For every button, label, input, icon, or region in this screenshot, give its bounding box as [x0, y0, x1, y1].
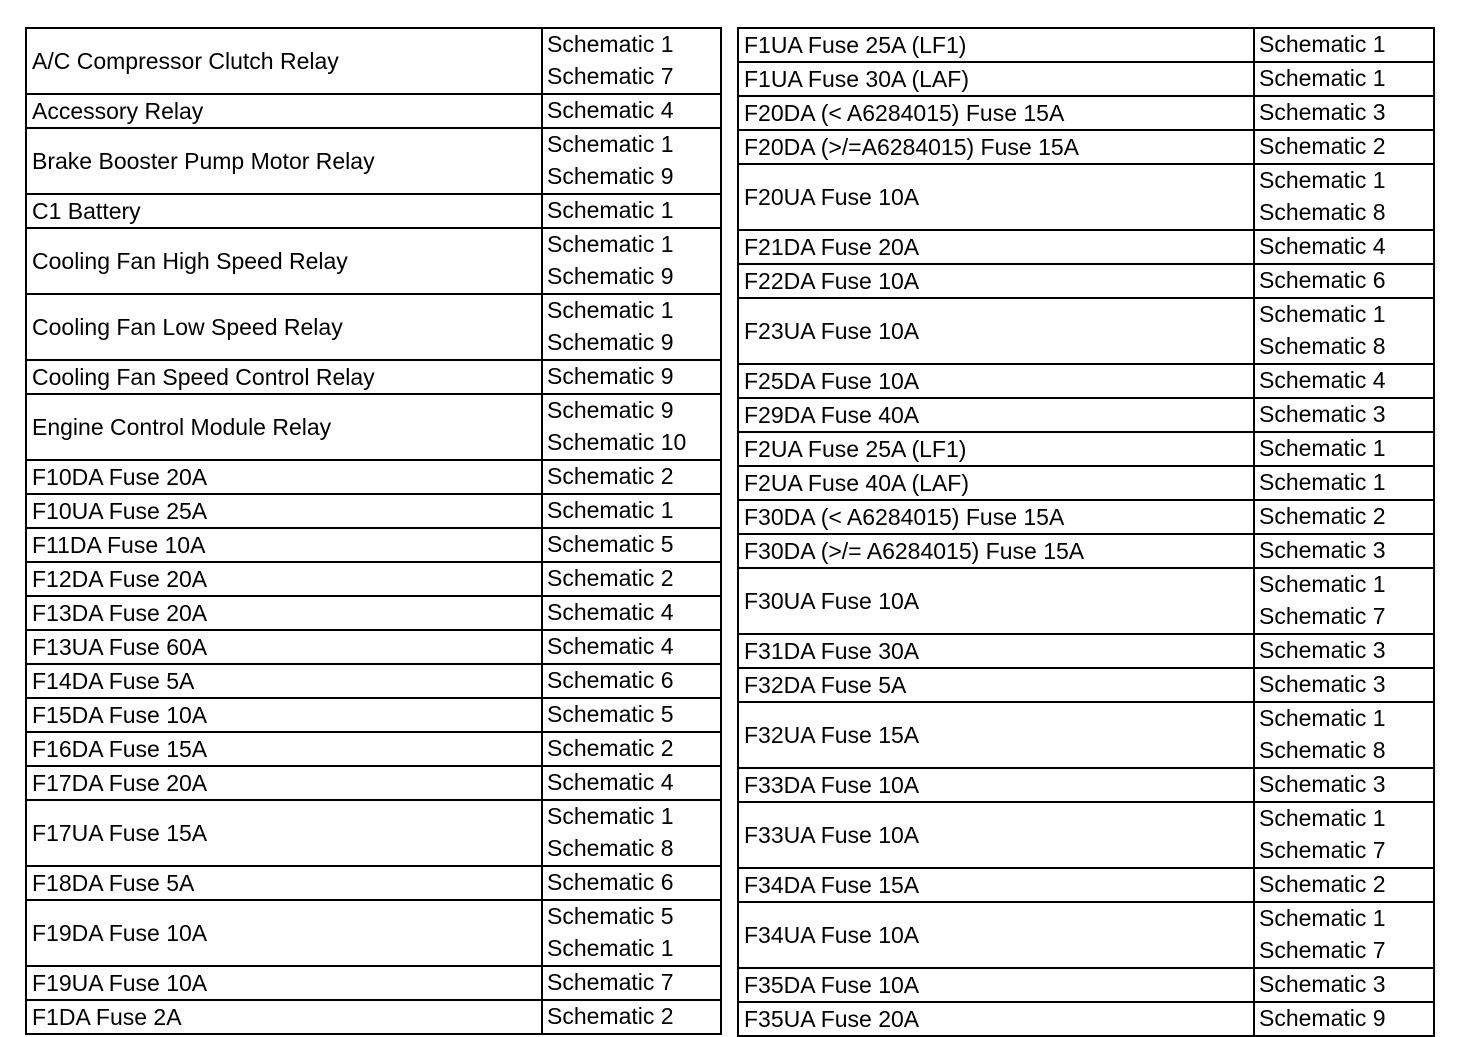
schematic-ref-cell	[542, 394, 721, 460]
schematic-ref: Schematic 1	[547, 131, 674, 157]
table-row	[738, 466, 1434, 500]
schematic-ref: Schematic 4	[1259, 233, 1386, 259]
component-name-cell: Cooling Fan Speed Control Relay	[26, 360, 542, 394]
schematic-ref-cell	[1254, 634, 1434, 668]
schematic-ref: Schematic 1	[1259, 805, 1386, 831]
schematic-ref: Schematic 4	[1259, 367, 1386, 393]
schematic-ref-cell	[542, 664, 721, 698]
schematic-ref: Schematic 1	[1259, 571, 1386, 597]
schematic-ref-cell	[542, 128, 721, 194]
component-name-cell: Accessory Relay	[26, 94, 542, 128]
schematic-ref: Schematic 5	[547, 903, 674, 929]
table-body	[738, 28, 1434, 1036]
component-name-cell: F20UA Fuse 10A	[738, 164, 1254, 230]
schematic-ref: Schematic 2	[547, 565, 674, 591]
component-name-cell: F13UA Fuse 60A	[26, 630, 542, 664]
component-name-cell: F25DA Fuse 10A	[738, 364, 1254, 398]
table-row	[738, 398, 1434, 432]
table-row	[738, 130, 1434, 164]
table-row	[738, 702, 1434, 768]
schematic-ref-cell	[542, 900, 721, 966]
table-row	[26, 966, 721, 1000]
component-name-cell: F12DA Fuse 20A	[26, 562, 542, 596]
table-row	[738, 634, 1434, 668]
component-name-cell: F19DA Fuse 10A	[26, 900, 542, 966]
schematic-ref: Schematic 7	[1259, 603, 1386, 629]
schematic-ref: Schematic 1	[1259, 469, 1386, 495]
schematic-ref-cell	[1254, 466, 1434, 500]
schematic-ref-cell	[542, 528, 721, 562]
schematic-ref-cell	[1254, 130, 1434, 164]
schematic-ref-cell	[542, 228, 721, 294]
schematic-ref: Schematic 1	[1259, 167, 1386, 193]
schematic-ref-cell	[542, 800, 721, 866]
component-name-cell: F29DA Fuse 40A	[738, 398, 1254, 432]
schematic-ref: Schematic 1	[547, 297, 674, 323]
table-body	[26, 28, 721, 1034]
schematic-ref-cell	[1254, 398, 1434, 432]
schematic-ref: Schematic 1	[1259, 31, 1386, 57]
schematic-ref-cell	[1254, 534, 1434, 568]
table-row	[26, 94, 721, 128]
table-row	[738, 230, 1434, 264]
schematic-ref: Schematic 2	[1259, 503, 1386, 529]
schematic-ref-cell	[542, 766, 721, 800]
schematic-ref: Schematic 4	[547, 97, 674, 123]
component-name-cell: C1 Battery	[26, 194, 542, 228]
schematic-ref: Schematic 5	[547, 701, 674, 727]
component-name-cell: F30DA (>/= A6284015) Fuse 15A	[738, 534, 1254, 568]
schematic-ref-cell	[1254, 1002, 1434, 1036]
schematic-ref: Schematic 2	[547, 735, 674, 761]
component-name-cell: F21DA Fuse 20A	[738, 230, 1254, 264]
table-row	[26, 562, 721, 596]
component-name-cell: F17UA Fuse 15A	[26, 800, 542, 866]
table-row	[26, 800, 721, 866]
schematic-ref: Schematic 1	[547, 497, 674, 523]
schematic-ref: Schematic 1	[1259, 301, 1386, 327]
schematic-ref-cell	[542, 360, 721, 394]
table-row	[738, 768, 1434, 802]
table-row	[26, 664, 721, 698]
schematic-ref: Schematic 9	[547, 329, 674, 355]
component-name-cell: F2UA Fuse 25A (LF1)	[738, 432, 1254, 466]
table-row	[738, 902, 1434, 968]
table-row	[26, 630, 721, 664]
table-row	[26, 494, 721, 528]
schematic-ref-cell	[1254, 768, 1434, 802]
schematic-ref: Schematic 1	[547, 935, 674, 961]
component-name-cell: F30UA Fuse 10A	[738, 568, 1254, 634]
table-row	[738, 568, 1434, 634]
table-row	[26, 698, 721, 732]
component-name-cell: F1DA Fuse 2A	[26, 1000, 542, 1034]
schematic-ref: Schematic 3	[1259, 99, 1386, 125]
schematic-ref-cell	[1254, 264, 1434, 298]
schematic-ref: Schematic 3	[1259, 637, 1386, 663]
schematic-ref: Schematic 1	[1259, 435, 1386, 461]
schematic-ref: Schematic 9	[547, 363, 674, 389]
schematic-ref: Schematic 10	[547, 429, 687, 455]
schematic-ref: Schematic 1	[547, 31, 674, 57]
component-name-cell: F32DA Fuse 5A	[738, 668, 1254, 702]
component-name-cell: Cooling Fan High Speed Relay	[26, 228, 542, 294]
table-row	[26, 360, 721, 394]
schematic-ref: Schematic 3	[1259, 537, 1386, 563]
schematic-ref-cell	[1254, 96, 1434, 130]
schematic-ref-cell	[542, 460, 721, 494]
component-name-cell: F11DA Fuse 10A	[26, 528, 542, 562]
table-row	[738, 62, 1434, 96]
schematic-ref-cell	[542, 1000, 721, 1034]
component-name-cell: F33UA Fuse 10A	[738, 802, 1254, 868]
component-name-cell: F14DA Fuse 5A	[26, 664, 542, 698]
schematic-ref: Schematic 5	[547, 531, 674, 557]
schematic-ref: Schematic 2	[1259, 871, 1386, 897]
component-name-cell: F1UA Fuse 25A (LF1)	[738, 28, 1254, 62]
table-row	[738, 534, 1434, 568]
schematic-ref: Schematic 7	[1259, 937, 1386, 963]
schematic-ref-cell	[1254, 62, 1434, 96]
schematic-ref-cell	[542, 698, 721, 732]
table-row	[26, 228, 721, 294]
schematic-ref: Schematic 8	[547, 835, 674, 861]
component-index-table-right	[737, 27, 1435, 1037]
schematic-ref: Schematic 3	[1259, 671, 1386, 697]
table-row	[738, 28, 1434, 62]
schematic-ref-cell	[542, 562, 721, 596]
schematic-ref-cell	[1254, 28, 1434, 62]
schematic-ref: Schematic 9	[547, 263, 674, 289]
schematic-ref-cell	[1254, 432, 1434, 466]
schematic-ref: Schematic 1	[547, 231, 674, 257]
component-name-cell: F30DA (< A6284015) Fuse 15A	[738, 500, 1254, 534]
component-name-cell: F35UA Fuse 20A	[738, 1002, 1254, 1036]
component-name-cell: F33DA Fuse 10A	[738, 768, 1254, 802]
table-row	[26, 460, 721, 494]
schematic-ref: Schematic 7	[1259, 837, 1386, 863]
component-name-cell: Cooling Fan Low Speed Relay	[26, 294, 542, 360]
schematic-ref: Schematic 1	[547, 197, 674, 223]
schematic-ref: Schematic 7	[547, 969, 674, 995]
schematic-ref-cell	[542, 630, 721, 664]
table-row	[26, 900, 721, 966]
component-name-cell: F19UA Fuse 10A	[26, 966, 542, 1000]
table-row	[26, 194, 721, 228]
schematic-ref: Schematic 9	[547, 397, 674, 423]
schematic-ref-cell	[1254, 668, 1434, 702]
table-row	[26, 596, 721, 630]
table-row	[738, 432, 1434, 466]
table-row	[26, 1000, 721, 1034]
schematic-ref-cell	[1254, 702, 1434, 768]
component-name-cell: F13DA Fuse 20A	[26, 596, 542, 630]
component-name-cell: F1UA Fuse 30A (LAF)	[738, 62, 1254, 96]
schematic-ref: Schematic 9	[547, 163, 674, 189]
table-row	[738, 968, 1434, 1002]
schematic-ref-cell	[542, 294, 721, 360]
component-name-cell: F34DA Fuse 15A	[738, 868, 1254, 902]
schematic-ref: Schematic 4	[547, 769, 674, 795]
table-row	[738, 298, 1434, 364]
component-name-cell: F20DA (< A6284015) Fuse 15A	[738, 96, 1254, 130]
table-row	[738, 668, 1434, 702]
table-row	[738, 1002, 1434, 1036]
table-row	[26, 294, 721, 360]
schematic-ref-cell	[542, 494, 721, 528]
schematic-ref-cell	[542, 94, 721, 128]
component-name-cell: Engine Control Module Relay	[26, 394, 542, 460]
component-name-cell: F35DA Fuse 10A	[738, 968, 1254, 1002]
schematic-ref: Schematic 2	[1259, 133, 1386, 159]
schematic-ref-cell	[1254, 164, 1434, 230]
component-name-cell: F15DA Fuse 10A	[26, 698, 542, 732]
schematic-ref: Schematic 3	[1259, 771, 1386, 797]
component-name-cell: F10DA Fuse 20A	[26, 460, 542, 494]
schematic-ref-cell	[1254, 902, 1434, 968]
schematic-ref: Schematic 7	[547, 63, 674, 89]
table-row	[738, 802, 1434, 868]
component-name-cell: F16DA Fuse 15A	[26, 732, 542, 766]
component-name-cell: A/C Compressor Clutch Relay	[26, 28, 542, 94]
component-name-cell: F18DA Fuse 5A	[26, 866, 542, 900]
schematic-ref: Schematic 1	[1259, 905, 1386, 931]
schematic-ref: Schematic 2	[547, 463, 674, 489]
schematic-ref: Schematic 2	[547, 1003, 674, 1029]
schematic-ref: Schematic 4	[547, 599, 674, 625]
table-row	[738, 264, 1434, 298]
schematic-ref-cell	[1254, 568, 1434, 634]
component-name-cell: F32UA Fuse 15A	[738, 702, 1254, 768]
table-row	[738, 164, 1434, 230]
component-name-cell: F31DA Fuse 30A	[738, 634, 1254, 668]
schematic-ref-cell	[542, 866, 721, 900]
schematic-ref-cell	[1254, 298, 1434, 364]
schematic-ref-cell	[542, 194, 721, 228]
schematic-ref-cell	[542, 732, 721, 766]
table-row	[26, 28, 721, 94]
table-row	[26, 766, 721, 800]
schematic-ref: Schematic 6	[547, 667, 674, 693]
table-row	[738, 500, 1434, 534]
schematic-ref: Schematic 9	[1259, 1005, 1386, 1031]
table-row	[26, 394, 721, 460]
schematic-ref: Schematic 3	[1259, 971, 1386, 997]
schematic-ref-cell	[1254, 364, 1434, 398]
table-row	[26, 528, 721, 562]
schematic-ref-cell	[542, 596, 721, 630]
table-row	[26, 128, 721, 194]
schematic-ref: Schematic 6	[1259, 267, 1386, 293]
component-name-cell: Brake Booster Pump Motor Relay	[26, 128, 542, 194]
component-name-cell: F34UA Fuse 10A	[738, 902, 1254, 968]
table-row	[738, 96, 1434, 130]
component-name-cell: F10UA Fuse 25A	[26, 494, 542, 528]
schematic-ref: Schematic 8	[1259, 333, 1386, 359]
component-name-cell: F2UA Fuse 40A (LAF)	[738, 466, 1254, 500]
schematic-ref-cell	[1254, 968, 1434, 1002]
schematic-ref-cell	[1254, 500, 1434, 534]
schematic-ref-cell	[1254, 230, 1434, 264]
component-index-table-left	[25, 27, 722, 1035]
schematic-ref-cell	[1254, 802, 1434, 868]
component-name-cell: F20DA (>/=A6284015) Fuse 15A	[738, 130, 1254, 164]
table-row	[26, 732, 721, 766]
schematic-ref: Schematic 1	[547, 803, 674, 829]
table-row	[26, 866, 721, 900]
schematic-ref: Schematic 3	[1259, 401, 1386, 427]
schematic-ref-cell	[1254, 868, 1434, 902]
component-name-cell: F23UA Fuse 10A	[738, 298, 1254, 364]
table-row	[738, 364, 1434, 398]
table-row	[738, 868, 1434, 902]
schematic-ref: Schematic 8	[1259, 737, 1386, 763]
schematic-ref-cell	[542, 966, 721, 1000]
schematic-ref: Schematic 1	[1259, 705, 1386, 731]
component-name-cell: F17DA Fuse 20A	[26, 766, 542, 800]
component-name-cell: F22DA Fuse 10A	[738, 264, 1254, 298]
schematic-ref-cell	[542, 28, 721, 94]
schematic-ref: Schematic 4	[547, 633, 674, 659]
schematic-ref: Schematic 6	[547, 869, 674, 895]
schematic-ref: Schematic 8	[1259, 199, 1386, 225]
schematic-ref: Schematic 1	[1259, 65, 1386, 91]
